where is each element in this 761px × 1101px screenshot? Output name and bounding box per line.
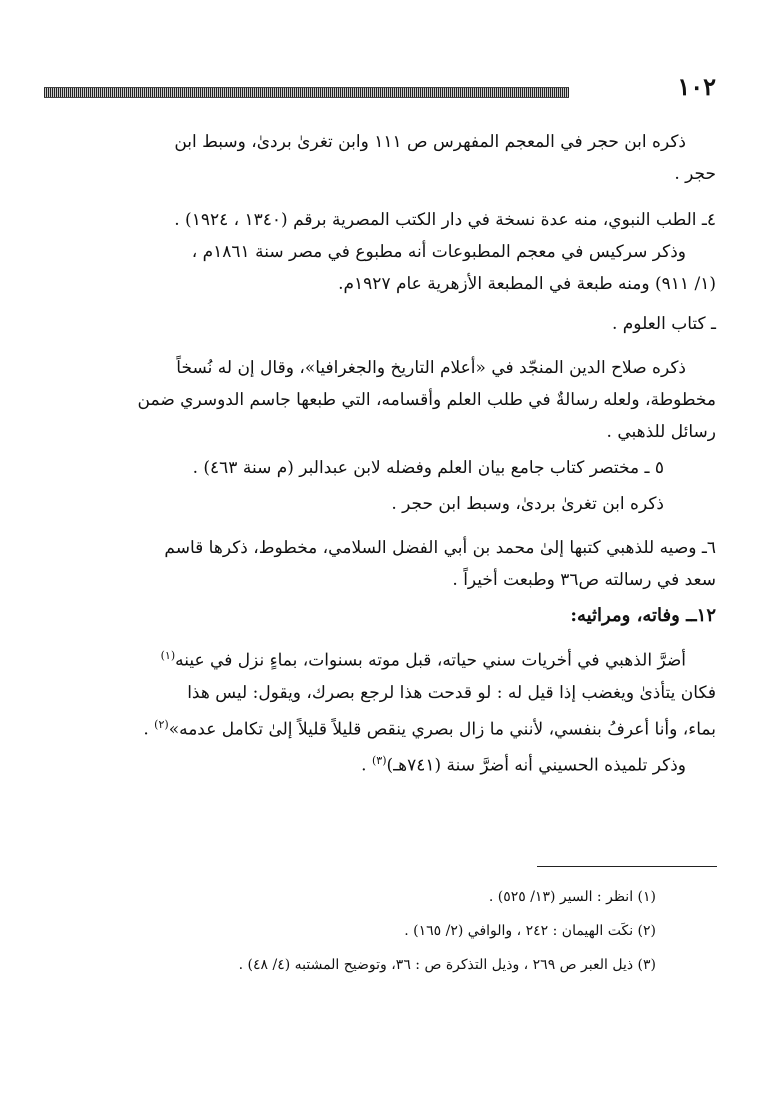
text-line: حجر . <box>674 164 716 184</box>
footnote-separator <box>537 866 717 867</box>
section-heading: ١٢ــ وفاته، ومراثيه: <box>570 605 716 626</box>
page-number: ١٠٢ <box>677 72 716 101</box>
header-rule <box>44 87 569 98</box>
text-line <box>46 709 716 746</box>
text-line: وذكر سركيس في معجم المطبوعات أنه مطبوع في مصر سنة ١٨٦١م ، <box>191 242 686 262</box>
text-line: رسائل للذهبي . <box>606 422 716 442</box>
text-line: ذكره ابن حجر في المعجم المفهرس ص ١١١ وابن تغرىٰ بردىٰ، وسبط ابن <box>174 132 686 152</box>
footnotes <box>46 880 674 982</box>
list-item: ٦ـ وصيه للذهبي كتبها إلىٰ محمد بن أبي الفضل السلامي، مخطوط، ذكرها قاسم <box>164 538 716 558</box>
text-line <box>46 745 716 782</box>
footnote-ref: (٣) <box>371 754 387 768</box>
footnote-ref: (٢) <box>154 717 169 731</box>
text-span: أضرَّ الذهبي في أخريات سني حياته، قبل موته بسنوات، بماءٍ نزل في عينه <box>175 650 686 671</box>
text-line: فكان يتأذىٰ ويغضب إذا قيل له : لو قدحت هذا لرجع بصرك، ويقول: ليس هذا <box>187 682 716 703</box>
text-span: . <box>361 755 367 776</box>
footnote-ref: (١) <box>160 649 176 662</box>
list-item: ـ كتاب العلوم . <box>611 314 716 334</box>
text-line: ذكره ابن تغرىٰ بردىٰ، وسبط ابن حجر . <box>391 494 664 514</box>
footnote: (١) انظر : السير (١٣/ ٥٢٥) . <box>488 889 656 905</box>
text-line: مخطوطة، ولعله رسالةٌ في طلب العلم وأقسامه، التي طبعها جاسم الدوسري ضمن <box>137 390 716 410</box>
text-span: . <box>143 719 149 740</box>
footnote: (٢) نكَت الهيمان : ٢٤٢ ، والوافي (٢/ ١٦٥) . <box>404 923 656 939</box>
text-span: بماء، وأنا أعرفُ بنفسي، لأنني ما زال بصري ينقص قليلاً قليلاً إلىٰ تكامل عدمه» <box>168 719 716 740</box>
text-line: (١/ ٩١١) ومنه طبعة في المطبعة الأزهرية عام ١٩٢٧م. <box>338 274 716 294</box>
footnote: (٣) ذيل العبر ص ٢٦٩ ، وذيل التذكرة ص : ٣٦، وتوضيح المشتبه (٤/ ٤٨) . <box>238 957 656 973</box>
main-text <box>46 126 716 782</box>
text-line: ذكره صلاح الدين المنجّد في «أعلام التاريخ والجغرافيا»، وقال إن له نُسخاً <box>176 358 686 378</box>
text-line: سعد في رسالته ص٣٦ وطبعت أخيراً . <box>452 570 716 590</box>
text-line <box>46 640 716 677</box>
list-item: ٥ ـ مختصر كتاب جامع بيان العلم وفضله لابن عبدالبر (م سنة ٤٦٣) . <box>192 458 664 478</box>
text-span: وذكر تلميذه الحسيني أنه أضرَّ سنة (٧٤١هـ) <box>386 755 686 776</box>
page-header <box>44 72 716 104</box>
list-item: ٤ـ الطب النبوي، منه عدة نسخة في دار الكتب المصرية برقم (١٣٤٠ ، ١٩٢٤) . <box>174 210 716 230</box>
